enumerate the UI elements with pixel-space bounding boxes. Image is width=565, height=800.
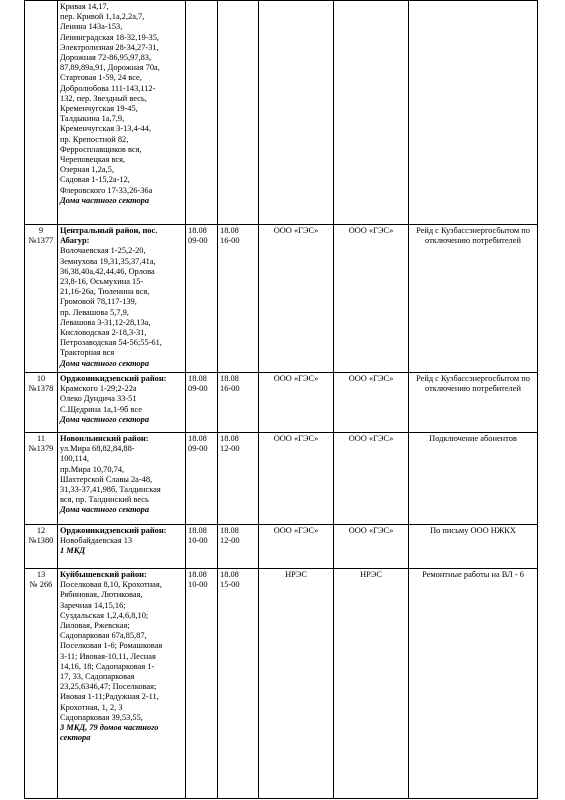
responsible-org-cell: ООО «ГЭС» xyxy=(334,433,409,525)
table-row xyxy=(25,1,538,225)
start-time: 10-00 xyxy=(188,536,208,546)
street-line: Садовая 1-15,2а-12, xyxy=(60,175,130,185)
street-line: Череповецкая вся, xyxy=(60,155,126,165)
street-line: Талдыкина 1а,7,9, xyxy=(60,114,125,124)
street-line: 100,114, xyxy=(60,454,90,464)
street-line: Добролюбова 111-143,112- xyxy=(60,83,156,93)
street-line: Электролизная 28-34,27-31, xyxy=(60,42,159,52)
street-line: Суздальская 1,2,4,6,8,10; xyxy=(60,610,149,620)
street-line: пр. Левашова 5,7,9, xyxy=(60,307,129,317)
responsible-org-cell: НРЭС xyxy=(334,569,409,799)
end-cell xyxy=(218,225,259,373)
responsible-org-cell: ООО «ГЭС» xyxy=(334,225,409,373)
district-name: Орджоникидзевский район: xyxy=(60,526,167,535)
end-cell xyxy=(218,525,259,569)
start-time: 09-00 xyxy=(188,236,208,246)
reason-cell: Ремонтные работы на ВЛ - 6 xyxy=(409,569,538,799)
row-number: 11 xyxy=(36,434,46,443)
housing-note: Дома частного сектора xyxy=(60,195,150,205)
table-row xyxy=(25,373,538,433)
housing-note: 3 МКД, 79 домов частного сектора xyxy=(60,723,159,743)
performer-org-cell: ООО «ГЭС» xyxy=(259,433,334,525)
housing-note: Дома частного сектора xyxy=(60,505,150,515)
street-line: Заречная 14,15,16; xyxy=(60,600,126,610)
housing-note: Дома частного сектора xyxy=(60,358,150,368)
street-line: Кременчугская 3-13,4-44, xyxy=(60,124,152,134)
address-cell xyxy=(58,225,186,373)
outage-schedule-table xyxy=(24,0,538,799)
street-line: 17, 33, Садопарковая xyxy=(60,672,135,682)
responsible-org-cell: ООО «ГЭС» xyxy=(334,373,409,433)
reason-cell: Рейд с Кузбассэнергосбытом по отключению потребителей xyxy=(409,225,538,373)
street-line: Шахтерской Славы 2а-48, xyxy=(60,474,153,484)
housing-note: Дома частного сектора xyxy=(60,414,150,424)
start-cell xyxy=(186,525,218,569)
street-line: Ивовая 1-11;Радужная 2-11, xyxy=(60,692,159,702)
row-number: 9 xyxy=(38,226,44,235)
performer-org-cell: НРЭС xyxy=(259,569,334,799)
street-line: Поселковая 1-6; Ромашковая xyxy=(60,641,163,651)
address-cell xyxy=(58,1,186,225)
start-date: 18.08 xyxy=(188,374,207,383)
street-line: Рябиновая, Лютиковая, xyxy=(60,590,143,600)
table-row xyxy=(25,525,538,569)
street-line: Флеровского 17-33,26-36а xyxy=(60,185,153,195)
row-number: 12 xyxy=(36,526,46,535)
end-cell xyxy=(218,373,259,433)
performer-org-cell xyxy=(259,1,334,225)
table-row xyxy=(25,569,538,799)
street-line: Левашова 3-31,12-28,13а, xyxy=(60,317,151,327)
row-number-cell xyxy=(25,225,58,373)
housing-note: 1 МКД xyxy=(60,546,86,556)
street-line: Тракторная вся xyxy=(60,348,115,358)
request-id: №1378 xyxy=(28,384,54,394)
street-line: Стартовая 1-59, 24 все, xyxy=(60,73,142,83)
street-line: Озерная 1,2а,5, xyxy=(60,165,114,175)
end-cell xyxy=(218,1,259,225)
address-cell xyxy=(58,525,186,569)
reason-cell: По письму ООО НЖКХ xyxy=(409,525,538,569)
street-line: Садопарковая 67а,85,87, xyxy=(60,631,147,641)
end-date: 18.08 xyxy=(220,226,239,235)
start-date: 18.08 xyxy=(188,226,207,235)
district-name: Центральный район, пос. Абагур: xyxy=(60,226,158,246)
street-line: Крохотная, 1, 2, 3 xyxy=(60,702,123,712)
end-time: 12-00 xyxy=(220,536,240,546)
street-line: Лиловая, Ржевская; xyxy=(60,621,130,631)
request-id: № 266 xyxy=(29,580,53,590)
table-row xyxy=(25,433,538,525)
address-cell xyxy=(58,373,186,433)
row-number-cell xyxy=(25,525,58,569)
performer-org-cell: ООО «ГЭС» xyxy=(259,225,334,373)
end-time: 12-00 xyxy=(220,444,240,454)
reason-cell xyxy=(409,1,538,225)
street-line: пр.Мира 10,70,74, xyxy=(60,464,125,474)
address-cell xyxy=(58,569,186,799)
street-line: Ленина 143а-153, xyxy=(60,22,123,32)
street-line: 21,16-26а, Тюленина вся, xyxy=(60,287,150,297)
street-line: 87,89,89а,91, Дорожная 70а, xyxy=(60,63,160,73)
start-date: 18.08 xyxy=(188,434,207,443)
row-number: 13 xyxy=(36,570,46,579)
end-date: 18.08 xyxy=(220,570,239,579)
street-line: Кисловодская 2-18,3-31, xyxy=(60,328,147,338)
street-line: Крамского 1-29;2-22а xyxy=(60,384,137,394)
street-line: Петрозаводская 54-56;55-61, xyxy=(60,338,162,348)
street-line: 31,33-37,41,98б, Талдинская xyxy=(60,485,161,495)
end-date: 18.08 xyxy=(220,374,239,383)
street-line: Олеко Дундича 33-51 xyxy=(60,394,137,404)
address-cell xyxy=(58,433,186,525)
start-time: 09-00 xyxy=(188,384,208,394)
end-cell xyxy=(218,433,259,525)
start-time: 10-00 xyxy=(188,580,208,590)
start-time: 09-00 xyxy=(188,444,208,454)
street-line: Дорожная 72-86,95,97,83, xyxy=(60,53,152,63)
start-date: 18.08 xyxy=(188,570,207,579)
end-time: 16-00 xyxy=(220,236,240,246)
start-cell xyxy=(186,1,218,225)
street-line: Поселковая 8,10, Крохотная, xyxy=(60,580,162,590)
request-id: №1380 xyxy=(28,536,54,546)
street-line: Кременчугская 19-45, xyxy=(60,104,138,114)
street-line: Садопарковая 39,53,55, xyxy=(60,712,143,722)
street-line: Земнухова 19,31,35,37,41а, xyxy=(60,256,156,266)
street-line: Громовой 78,117-139, xyxy=(60,297,137,307)
street-line: 23,25,6346,47; Поселковая; xyxy=(60,682,157,692)
table-body xyxy=(25,1,538,799)
street-line: Ленинградская 18-32,19-35, xyxy=(60,32,159,42)
performer-org-cell: ООО «ГЭС» xyxy=(259,373,334,433)
street-line: 23,8-16, Осьмухина 15- xyxy=(60,277,144,287)
end-date: 18.08 xyxy=(220,434,239,443)
district-name: Куйбышевский район: xyxy=(60,570,147,579)
street-line: Новобайдаевская 13 xyxy=(60,536,133,546)
reason-cell: Подключение абонентов xyxy=(409,433,538,525)
end-time: 15-00 xyxy=(220,580,240,590)
request-id: №1377 xyxy=(28,236,54,246)
street-line: пер. Кривой 1,1а,2,2а,7, xyxy=(60,12,145,22)
street-line: Ферросплавщиков вся, xyxy=(60,144,142,154)
row-number-cell xyxy=(25,433,58,525)
street-line: ул.Мира 68,82,84,88- xyxy=(60,444,135,454)
start-date: 18.08 xyxy=(188,526,207,535)
row-number-cell xyxy=(25,1,58,225)
street-line: С.Щедрина 1а,1-9б все xyxy=(60,404,142,414)
reason-cell: Рейд с Кузбассэнергосбытом по отключению потребителей xyxy=(409,373,538,433)
responsible-org-cell xyxy=(334,1,409,225)
street-line: 36,38,40а,42,44,46, Орлова xyxy=(60,266,155,276)
row-number: 10 xyxy=(36,374,46,383)
table-row xyxy=(25,225,538,373)
end-time: 16-00 xyxy=(220,384,240,394)
district-name: Новоильинский район: xyxy=(60,434,149,443)
street-line: 3-11; Ивовая-10,11, Лесная xyxy=(60,651,156,661)
street-line: 132, пер. Звездный весь, xyxy=(60,93,147,103)
row-number-cell xyxy=(25,569,58,799)
start-cell xyxy=(186,569,218,799)
performer-org-cell: ООО «ГЭС» xyxy=(259,525,334,569)
street-line: Кривая 14,17, xyxy=(60,2,109,11)
end-cell xyxy=(218,569,259,799)
street-line: вся, пр. Талдинский весь xyxy=(60,495,149,505)
request-id: №1379 xyxy=(28,444,54,454)
start-cell xyxy=(186,433,218,525)
start-cell xyxy=(186,373,218,433)
row-number-cell xyxy=(25,373,58,433)
responsible-org-cell: ООО «ГЭС» xyxy=(334,525,409,569)
street-line: Волочаевская 1-25,2-20, xyxy=(60,246,146,256)
street-line: пр. Крепостной 82, xyxy=(60,134,129,144)
street-line: 14,16, 18; Садопарковая 1- xyxy=(60,661,155,671)
end-date: 18.08 xyxy=(220,526,239,535)
district-name: Орджоникидзевский район: xyxy=(60,374,167,383)
start-cell xyxy=(186,225,218,373)
